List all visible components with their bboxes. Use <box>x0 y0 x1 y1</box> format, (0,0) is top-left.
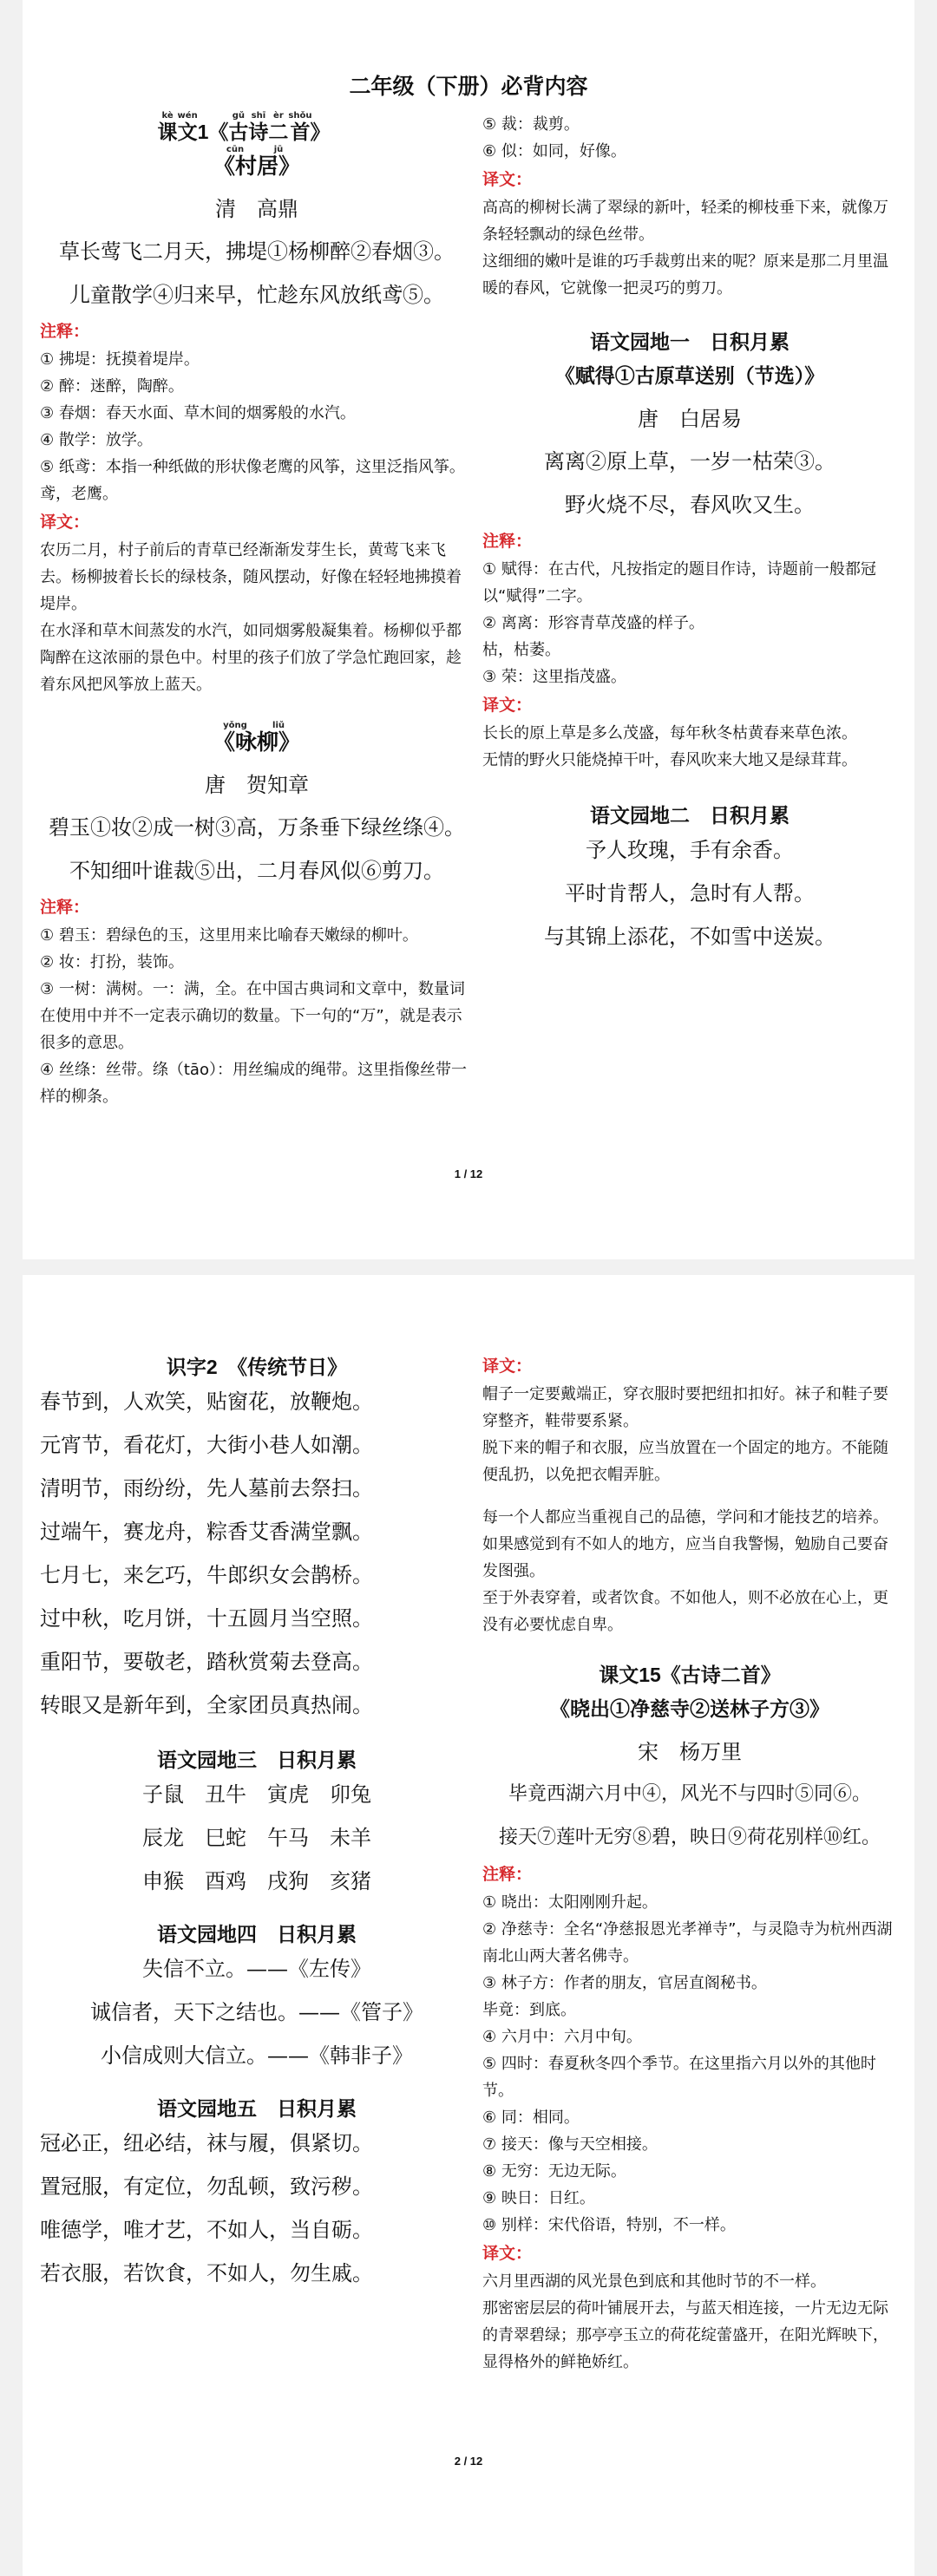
garden1-poem-title: 《赋得①古原草送别（节选）》 <box>554 364 825 388</box>
translation-label: 译文： <box>482 696 533 715</box>
note-item: ① 赋得：在古代，凡按指定的题目作诗，诗题前一般都冠以“赋得”二字。 <box>482 560 876 605</box>
translation-paragraph: 这细细的嫩叶是谁的巧手裁剪出来的呢？原来是那二月里温暖的春风，它就像一把灵巧的剪刀。 <box>482 252 888 297</box>
page-number: 1 / 12 <box>454 1167 483 1180</box>
garden2-heading: 语文园地二 日积月累 <box>590 804 790 827</box>
garden3-heading: 语文园地三 日积月累 <box>157 1749 357 1771</box>
poem-line: 不知细叶谁裁⑤出，二月春风似⑥剪刀。 <box>69 859 444 883</box>
translation-paragraph: 脱下来的帽子和衣服，应当放置在一个固定的地方。不能随便乱扔，以免把衣帽弄脏。 <box>482 1439 888 1484</box>
document-title: 二年级（下册）必背内容 <box>349 75 588 99</box>
poem-title-cunju: 《村cūn居》jū <box>213 145 301 179</box>
zodiac-line: 子鼠 丑牛 寅虎 卯兔 <box>142 1782 371 1807</box>
document-page-1 <box>23 0 914 1259</box>
note-item: ② 离离：形容青草茂盛的样子。 <box>482 614 704 632</box>
translation-label: 译文： <box>482 2244 533 2263</box>
note-item: ③ 一树：满树。一：满，全。在中国古典词和文章中，数量词在使用中并不一定表示确切的数量。下一句的“万”，就是表示很多的意思。 <box>40 980 465 1052</box>
lesson15-poem-title: 《晓出①净慈寺②送林子方③》 <box>550 1697 829 1721</box>
note-item: ① 晓出：太阳刚刚升起。 <box>482 1893 658 1912</box>
saying-line: 予人玫瑰，手有余香。 <box>586 838 794 862</box>
saying-line: 失信不立。——《左传》 <box>142 1957 371 1981</box>
translation-paragraph: 每一个人都应当重视自己的品德，学问和才能技艺的培养。如果感觉到有不如人的地方，应当自我警惕，勉励自己要奋发图强。 <box>482 1508 888 1580</box>
poem-line: 草长莺飞二月天，拂堤①杨柳醉②春烟③。 <box>59 239 455 264</box>
saying-line: 平时肯帮人，急时有人帮。 <box>565 881 815 906</box>
zodiac-line: 辰龙 巳蛇 午马 未羊 <box>142 1826 371 1850</box>
poem-line: 冠必正，纽必结，袜与履，俱紧切。 <box>40 2131 373 2155</box>
note-item: ⑥ 同：相同。 <box>482 2109 580 2127</box>
poem-line: 儿童散学④归来早，忙趁东风放纸鸢⑤。 <box>69 283 444 307</box>
note-item: ③ 荣：这里指茂盛。 <box>482 668 626 686</box>
note-item: 枯，枯萎。 <box>482 641 560 659</box>
shizi2-heading: 识字2 《传统节日》 <box>166 1356 348 1378</box>
note-item: ⑧ 无穷：无边无际。 <box>482 2162 626 2180</box>
note-item: ④ 散学：放学。 <box>40 431 153 449</box>
note-item: ⑤ 裁：裁剪。 <box>482 115 580 134</box>
poem-line: 七月七，来乞巧，牛郎织女会鹊桥。 <box>40 1563 373 1587</box>
poem-line: 重阳节，要敬老，踏秋赏菊去登高。 <box>40 1650 373 1674</box>
poem-line: 碧玉①妆②成一树③高，万条垂下绿丝绦④。 <box>49 815 465 840</box>
note-item: ⑨ 映日：日红。 <box>482 2189 595 2207</box>
translation-paragraph: 至于外表穿着，或者饮食。不如他人，则不必放在心上，更没有必要忧虑自卑。 <box>482 1589 888 1634</box>
translation-label: 译文： <box>40 513 90 532</box>
poem-line: 清明节，雨纷纷，先人墓前去祭扫。 <box>40 1476 373 1500</box>
notes-label: 注释： <box>482 1865 533 1884</box>
lesson15-heading: 课文15《古诗二首》 <box>599 1664 781 1686</box>
translation-label: 译文： <box>482 1357 533 1376</box>
note-item: ④ 六月中：六月中旬。 <box>482 2028 642 2046</box>
poem-line: 过中秋，吃月饼，十五圆月当空照。 <box>40 1606 373 1631</box>
garden1-heading: 语文园地一 日积月累 <box>590 330 790 353</box>
poem-line: 元宵节，看花灯，大街小巷人如潮。 <box>40 1433 373 1457</box>
poem-line: 若衣服，若饮食，不如人，勿生戚。 <box>40 2261 373 2285</box>
poem-line: 转眼又是新年到，全家团员真热闹。 <box>40 1693 373 1717</box>
saying-line: 小信成则大信立。——《韩非子》 <box>101 2043 413 2068</box>
poem-line: 接天⑦莲叶无穷⑧碧，映日⑨荷花别样⑩红。 <box>498 1827 881 1848</box>
note-item: ⑤ 纸鸢：本指一种纸做的形状像老鹰的风筝，这里泛指风筝。鸢，老鹰。 <box>40 458 465 503</box>
poem-author-yongliu: 唐 贺知章 <box>205 773 309 797</box>
zodiac-line: 申猴 酉鸡 戌狗 亥猪 <box>142 1869 371 1893</box>
notes-label: 注释： <box>482 532 533 551</box>
page-number: 2 / 12 <box>454 2455 483 2468</box>
note-item: ⑩ 别样：宋代俗语，特别，不一样。 <box>482 2216 736 2234</box>
garden4-heading: 语文园地四 日积月累 <box>157 1923 357 1945</box>
page2-left-column <box>40 1351 474 2295</box>
translation-paragraph: 高高的柳树长满了翠绿的新叶，轻柔的柳枝垂下来，就像万条轻轻飘动的绿色丝带。 <box>482 199 888 244</box>
note-item: ④ 丝绦：丝带。绦（tāo）：用丝编成的绳带。这里指像丝带一样的柳条。 <box>40 1061 467 1106</box>
translation-paragraph: 长长的原上草是多么茂盛，每年秋冬枯黄春来草色浓。 <box>482 724 857 742</box>
poem-line: 毕竟西湖六月中④，风光不与四时⑤同⑥。 <box>508 1783 871 1805</box>
document-page-2 <box>23 1275 914 2576</box>
notes-label: 注释： <box>40 898 90 917</box>
saying-line: 与其锦上添花，不如雪中送炭。 <box>544 925 835 949</box>
note-item: ② 净慈寺：全名“净慈报恩光孝禅寺”，与灵隐寺为杭州西湖南北山两大著名佛寺。 <box>482 1920 893 1965</box>
poem-title-yongliu: 《咏yǒng柳》liǔ <box>213 721 301 755</box>
poem-line: 野火烧不尽，春风吹又生。 <box>565 493 815 517</box>
poem-line: 春节到，人欢笑，贴窗花，放鞭炮。 <box>40 1389 373 1414</box>
note-item: ① 拂堤：抚摸着堤岸。 <box>40 350 200 369</box>
note-item: ② 醉：迷醉，陶醉。 <box>40 377 184 396</box>
garden5-heading: 语文园地五 日积月累 <box>157 2097 357 2120</box>
note-item: ⑥ 似：如同，好像。 <box>482 142 626 160</box>
poem-line: 唯德学，唯才艺，不如人，当自砺。 <box>40 2218 373 2242</box>
poem-author-cunju: 清 高鼎 <box>215 197 298 221</box>
note-item: ③ 林子方：作者的朋友，官居直阁秘书。 <box>482 1974 767 1992</box>
note-item: ⑦ 接天：像与天空相接。 <box>482 2135 658 2154</box>
translation-paragraph: 在水泽和草木间蒸发的水汽，如同烟雾般凝集着。杨柳似乎都陶醉在这浓丽的景色中。村里的孩子们放了学急忙跑回家，趁着东风把风筝放上蓝天。 <box>40 622 462 694</box>
page2-right-column <box>482 1351 897 2376</box>
translation-paragraph: 农历二月，村子前后的青草已经渐渐发芽生长，黄莺飞来飞去。杨柳披着长长的绿枝条，随风摆动，好像在轻轻地拂摸着堤岸。 <box>40 541 462 613</box>
translation-label: 译文： <box>482 170 533 189</box>
lesson1-heading: 课kè文wén1《古gǔ诗shī二èr首shǒu》 <box>157 111 331 143</box>
note-item: ⑤ 四时：春夏秋冬四个季节。在这里指六月以外的其他时节。 <box>482 2055 876 2100</box>
page1-left-column <box>40 111 474 1110</box>
translation-paragraph: 那密密层层的荷叶铺展开去，与蓝天相连接，一片无边无际的青翠碧绿；那亭亭玉立的荷花绽蕾盛开，在阳光辉映下，显得格外的鲜艳娇红。 <box>482 2299 888 2371</box>
notes-label: 注释： <box>40 322 90 341</box>
translation-paragraph: 六月里西湖的风光景色到底和其他时节的不一样。 <box>482 2272 826 2291</box>
note-item: ② 妆：打扮，装饰。 <box>40 953 184 971</box>
page1-right-column <box>482 111 897 958</box>
translation-paragraph: 帽子一定要戴端正，穿衣服时要把纽扣扣好。袜子和鞋子要穿整齐，鞋带要系紧。 <box>482 1385 888 1430</box>
note-item: ③ 春烟：春天水面、草木间的烟雾般的水汽。 <box>40 404 356 422</box>
lesson15-author: 宋 杨万里 <box>638 1740 742 1764</box>
poem-line: 置冠服，有定位，勿乱顿，致污秽。 <box>40 2174 373 2199</box>
note-item: ① 碧玉：碧绿色的玉，这里用来比喻春天嫩绿的柳叶。 <box>40 926 418 945</box>
saying-line: 诚信者，天下之结也。——《管子》 <box>90 2000 423 2024</box>
note-item: 毕竟：到底。 <box>482 2001 576 2019</box>
poem-line: 离离②原上草，一岁一枯荣③。 <box>544 449 835 474</box>
translation-paragraph: 无情的野火只能烧掉干叶，春风吹来大地又是绿茸茸。 <box>482 751 857 769</box>
poem-line: 过端午，赛龙舟，粽香艾香满堂飘。 <box>40 1520 373 1544</box>
garden1-author: 唐 白居易 <box>638 407 742 431</box>
